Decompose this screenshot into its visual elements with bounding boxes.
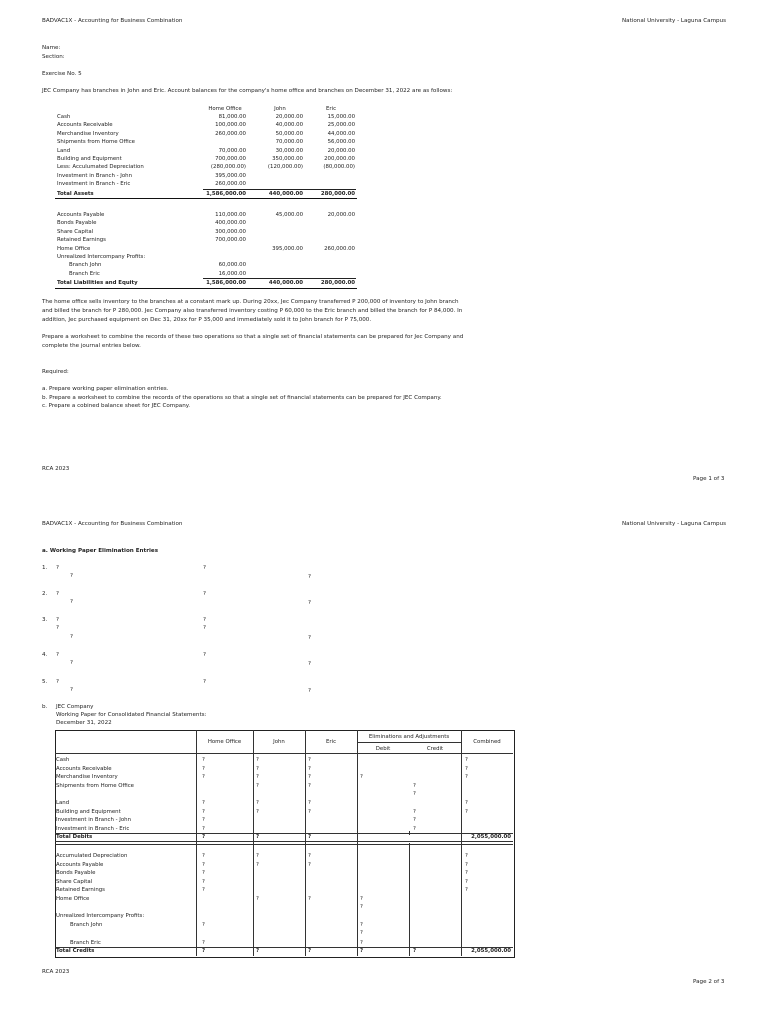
ws-placeholder: ? xyxy=(413,791,416,797)
liability-row-label: Home Office xyxy=(57,245,91,252)
ws-col-divider xyxy=(357,730,358,956)
page1-header-right: National University - Laguna Campus xyxy=(622,18,727,24)
ws-placeholder: ? xyxy=(202,870,205,876)
ws-placeholder: ? xyxy=(413,817,416,823)
entry-debit-account: ? xyxy=(56,591,59,597)
ws-total-credits-top xyxy=(55,947,513,948)
ws-placeholder: ? xyxy=(465,800,468,806)
ws-placeholder: ? xyxy=(256,861,259,868)
total-assets-label: Total Assets xyxy=(57,190,94,197)
ws-col-divider xyxy=(253,730,254,956)
entry-credit-amount: ? xyxy=(308,635,311,641)
asset-row-john: 30,000.00 xyxy=(275,147,303,154)
paragraph-instructions: Prepare a worksheet to combine the records of these two operations so that a single set of financial statements can be prepared for Jec Company and complete the journal entries below. xyxy=(42,334,464,349)
ws-placeholder: ? xyxy=(308,765,311,772)
ws-col-eric: Eric xyxy=(325,739,337,745)
ws-col-divider xyxy=(461,730,462,956)
entry-credit-account: ? xyxy=(70,573,73,579)
ws-placeholder: ? xyxy=(308,895,311,902)
section-a-title: a. Working Paper Elimination Entries xyxy=(42,548,159,554)
ws-debit-row-label: Investment in Branch - John xyxy=(56,817,131,823)
liability-row-eric: 260,000.00 xyxy=(324,245,355,252)
ws-placeholder: ? xyxy=(413,825,416,832)
asset-row-eric: (80,000.00) xyxy=(323,164,355,171)
exercise-title: Exercise No. 5 xyxy=(42,71,82,77)
ws-placeholder: ? xyxy=(202,861,205,868)
ws-placeholder: ? xyxy=(202,808,205,815)
asset-row-label: Land xyxy=(57,147,71,154)
ws-placeholder: ? xyxy=(256,765,259,772)
ws-debit-row-label: Investment in Branch - Eric xyxy=(56,825,130,832)
asset-row-john: (120,000.00) xyxy=(267,164,303,171)
ws-total-debits-combined: 2,055,000.00 xyxy=(471,833,511,840)
ws-placeholder: ? xyxy=(308,757,311,763)
ws-placeholder: ? xyxy=(256,808,259,815)
asset-row-john: 20,000.00 xyxy=(275,114,303,120)
ws-placeholder: ? xyxy=(202,939,205,946)
balances-col-header: Eric xyxy=(325,106,337,112)
entry-credit-account: ? xyxy=(70,634,73,640)
ws-debit-credit-divider xyxy=(409,843,410,956)
ws-placeholder: ? xyxy=(202,765,205,772)
entry-credit-account: ? xyxy=(70,687,73,693)
liability-row-label: Branch Eric xyxy=(69,270,100,277)
required-label: Required: xyxy=(42,369,69,375)
ws-total-credits-combined: 2,055,000.00 xyxy=(471,947,511,954)
ws-debit-row-label: Accounts Receivable xyxy=(56,765,112,772)
entry-credit-account: ? xyxy=(70,660,73,666)
asset-row-label: Investment in Branch - John xyxy=(57,172,132,179)
asset-row-label: Building and Equipment xyxy=(57,156,122,162)
ws-placeholder: ? xyxy=(465,887,468,893)
total-liab-eric: 280,000.00 xyxy=(320,280,355,287)
ws-credit-row-label: Bonds Payable xyxy=(56,870,96,876)
page1-header-left: BADVAC1X - Accounting for Business Combination xyxy=(42,18,183,24)
asset-row-john: 350,000.00 xyxy=(272,156,303,162)
ws-placeholder: ? xyxy=(308,853,311,859)
entry-number: 3. xyxy=(42,617,48,623)
ws-col-debit: Debit xyxy=(375,746,391,752)
asset-row-label: Accounts Receivable xyxy=(57,122,113,129)
entry-credit-amount: ? xyxy=(308,688,311,694)
ws-placeholder: ? xyxy=(413,808,416,815)
entry-debit-account: ? xyxy=(56,679,59,685)
total-liab-ho: 1,586,000.00 xyxy=(206,280,246,287)
entry-credit-amount: ? xyxy=(308,661,311,667)
ws-placeholder: ? xyxy=(465,774,468,780)
paragraph-transfers: The home office sells inventory to the branches at a constant mark up. During 20xx, Jec Company transferred P 200,000 of inventory to John branch and billed the branch for P 280,000. Jec Company also transferred inventory costing P 60,000 to the Eric branch and billed the branch for P 84,000. In addition, Jec purchased equipment on Dec 31, 20xx for P 35,000 and immediately sold it to John branch for P 75,000. xyxy=(42,299,463,323)
liability-row-ho: 300,000.00 xyxy=(215,228,246,235)
liability-row-label: Unrealized Intercompany Profits: xyxy=(57,254,146,260)
liability-row-eric: 20,000.00 xyxy=(327,212,355,218)
asset-row-eric: 200,000.00 xyxy=(324,156,355,162)
ws-placeholder: ? xyxy=(256,783,259,789)
entry-credit-amount: ? xyxy=(308,600,311,606)
balances-col-header: Home Office xyxy=(208,106,242,112)
ws-placeholder: ? xyxy=(202,947,206,954)
asset-row-john: 50,000.00 xyxy=(275,130,303,137)
ws-placeholder: ? xyxy=(360,903,363,910)
ws-col-divider xyxy=(305,730,306,956)
ws-col-credit: Credit xyxy=(426,746,444,752)
asset-row-label: Shipments from Home Office xyxy=(57,139,136,146)
asset-row-ho: 70,000.00 xyxy=(218,147,246,154)
ws-credit-row-label: Unrealized Intercompany Profits: xyxy=(56,913,145,919)
total-liab-john: 440,000.00 xyxy=(268,280,303,287)
ws-placeholder: ? xyxy=(202,825,205,832)
ws-placeholder: ? xyxy=(202,800,205,806)
ws-placeholder: ? xyxy=(413,783,416,789)
ws-placeholder: ? xyxy=(308,808,311,815)
required-a: a. Prepare working paper elimination entries. xyxy=(42,386,169,392)
liability-row-label: Share Capital xyxy=(57,228,94,235)
ws-placeholder: ? xyxy=(308,833,312,840)
asset-row-ho: (280,000.00) xyxy=(210,164,246,171)
ws-placeholder: ? xyxy=(308,783,311,789)
ws-placeholder: ? xyxy=(308,947,312,954)
ws-placeholder: ? xyxy=(360,929,363,936)
ws-placeholder: ? xyxy=(413,947,417,954)
page1-footer-left: RCA 2023 xyxy=(42,466,70,472)
ws-credit-row-label: Home Office xyxy=(56,895,90,902)
asset-row-eric: 44,000.00 xyxy=(327,130,355,137)
page1-footer-right: Page 1 of 3 xyxy=(693,476,725,482)
entry-debit-amount: ? xyxy=(203,591,206,597)
entry-number: 2. xyxy=(42,591,48,597)
ws-total-debits-label: Total Debits xyxy=(56,833,93,840)
ws-placeholder: ? xyxy=(256,895,259,902)
asset-row-ho: 700,000.00 xyxy=(215,156,246,162)
ws-credit-row-label: Accounts Payable xyxy=(56,861,104,868)
name-label: Name: xyxy=(42,45,61,51)
required-b: b. Prepare a worksheet to combine the records of the operations so that a single set of financial statements can be prepared for JEC Company. xyxy=(42,395,442,401)
ws-placeholder: ? xyxy=(202,878,205,885)
entry-debit-account: ? xyxy=(56,625,59,631)
required-c: c. Prepare a cobined balance sheet for JEC Company. xyxy=(42,403,191,409)
ws-placeholder: ? xyxy=(465,861,468,868)
ws-company: JEC Company xyxy=(56,704,94,710)
page2-footer-left: RCA 2023 xyxy=(42,969,70,975)
entry-debit-amount: ? xyxy=(203,617,206,623)
ws-placeholder: ? xyxy=(308,774,311,780)
ws-placeholder: ? xyxy=(202,921,205,928)
asset-row-eric: 25,000.00 xyxy=(327,122,355,129)
page2-header-right: National University - Laguna Campus xyxy=(622,521,727,527)
entry-credit-amount: ? xyxy=(308,574,311,580)
liability-row-ho: 400,000.00 xyxy=(215,220,246,227)
page2-footer-right: Page 2 of 3 xyxy=(693,979,725,985)
ws-debit-row-label: Shipments from Home Office xyxy=(56,783,135,789)
ws-placeholder: ? xyxy=(202,887,205,893)
ws-placeholder: ? xyxy=(360,947,364,954)
total-assets-eric: 280,000.00 xyxy=(320,190,355,197)
liability-row-label: Accounts Payable xyxy=(57,212,105,218)
liability-row-ho: 700,000.00 xyxy=(215,237,246,244)
entry-debit-amount: ? xyxy=(203,679,206,685)
asset-row-john: 40,000.00 xyxy=(275,122,303,129)
liability-row-john: 45,000.00 xyxy=(275,212,303,218)
liability-row-label: Branch John xyxy=(69,262,102,269)
ws-col-john: John xyxy=(273,739,285,745)
ws-placeholder: ? xyxy=(465,765,468,772)
ws-placeholder: ? xyxy=(465,878,468,885)
ws-debit-row-label: Building and Equipment xyxy=(56,808,121,815)
ws-placeholder: ? xyxy=(256,853,259,859)
asset-row-ho: 100,000.00 xyxy=(215,122,246,129)
entry-number: 4. xyxy=(42,652,48,658)
ws-placeholder: ? xyxy=(202,757,205,763)
asset-row-ho: 81,000.00 xyxy=(218,114,246,120)
section-label: Section: xyxy=(42,54,65,60)
ws-placeholder: ? xyxy=(360,921,363,928)
ws-placeholder: ? xyxy=(360,895,363,902)
liability-row-label: Retained Earnings xyxy=(57,237,106,244)
ws-placeholder: ? xyxy=(256,774,259,780)
ws-placeholder: ? xyxy=(308,800,311,806)
ws-placeholder: ? xyxy=(256,800,259,806)
asset-row-eric: 20,000.00 xyxy=(327,147,355,154)
ws-placeholder: ? xyxy=(465,870,468,876)
entry-number: 1. xyxy=(42,565,48,571)
liability-row-ho: 16,000.00 xyxy=(218,270,246,277)
asset-row-eric: 56,000.00 xyxy=(327,139,355,146)
liability-row-label: Bonds Payable xyxy=(57,220,97,227)
ws-placeholder: ? xyxy=(308,861,311,868)
ws-placeholder: ? xyxy=(465,808,468,815)
liability-row-john: 395,000.00 xyxy=(272,245,303,252)
ws-title: Working Paper for Consolidated Financial Statements: xyxy=(56,712,207,718)
ws-date: December 31, 2022 xyxy=(56,720,112,726)
ws-col-eliminations: Eliminations and Adjustments xyxy=(368,734,450,740)
entry-debit-amount: ? xyxy=(203,625,206,631)
ws-debit-row-label: Land xyxy=(56,800,70,806)
asset-row-label: Merchandise Inventory xyxy=(57,130,119,137)
ws-total-debits-bottom2 xyxy=(55,844,513,845)
asset-row-ho: 260,000.00 xyxy=(215,181,246,188)
entry-debit-account: ? xyxy=(56,652,59,658)
page2-header-left: BADVAC1X - Accounting for Business Combination xyxy=(42,521,183,527)
total-assets-ho: 1,586,000.00 xyxy=(206,190,246,197)
asset-row-ho: 260,000.00 xyxy=(215,130,246,137)
ws-placeholder: ? xyxy=(256,947,260,954)
asset-row-eric: 15,000.00 xyxy=(327,114,355,120)
ws-placeholder: ? xyxy=(465,853,468,859)
ws-debit-row-label: Merchandise Inventory xyxy=(56,774,118,780)
ws-credit-row-label: Branch John xyxy=(70,921,103,928)
ws-total-credits-label: Total Credits xyxy=(56,947,95,954)
entry-debit-account: ? xyxy=(56,617,59,623)
ws-placeholder: ? xyxy=(360,939,363,946)
ws-col-divider xyxy=(196,730,197,956)
ws-placeholder: ? xyxy=(256,833,260,840)
liability-row-ho: 110,000.00 xyxy=(215,212,246,218)
section-b-label: b. xyxy=(42,704,48,710)
asset-row-john: 70,000.00 xyxy=(275,139,303,146)
entry-debit-amount: ? xyxy=(203,652,206,658)
ws-total-debits-bottom xyxy=(55,841,513,842)
entry-debit-account: ? xyxy=(56,565,59,571)
ws-placeholder: ? xyxy=(202,817,205,823)
asset-row-label: Less: Acculumated Depreciation xyxy=(57,164,144,171)
asset-row-label: Investment in Branch - Eric xyxy=(57,181,131,188)
ws-placeholder: ? xyxy=(360,774,363,780)
entry-credit-account: ? xyxy=(70,599,73,605)
ws-credit-row-label: Branch Eric xyxy=(70,939,101,946)
ws-credit-row-label: Share Capital xyxy=(56,878,93,885)
total-liab-label: Total Liabilities and Equity xyxy=(57,280,138,287)
entry-number: 5. xyxy=(42,679,48,685)
ws-placeholder: ? xyxy=(202,853,205,859)
ws-total-debits-top xyxy=(55,833,513,834)
ws-placeholder: ? xyxy=(256,757,259,763)
ws-elim-header-rule xyxy=(357,742,461,743)
asset-row-label: Cash xyxy=(57,114,71,120)
ws-col-combined: Combined xyxy=(473,739,501,745)
total-assets-john: 440,000.00 xyxy=(268,190,303,197)
ws-col-home-office: Home Office xyxy=(207,739,242,745)
intro-text: JEC Company has branches in John and Eric. Account balances for the company's home office and branches on December 31, 2022 are as follows: xyxy=(42,88,453,94)
ws-credit-row-label: Retained Earnings xyxy=(56,887,105,893)
entry-debit-amount: ? xyxy=(203,565,206,571)
liability-row-ho: 60,000.00 xyxy=(218,262,246,269)
balances-col-header: John xyxy=(274,106,286,112)
ws-placeholder: ? xyxy=(202,833,206,840)
ws-debit-row-label: Cash xyxy=(56,757,70,763)
ws-credit-row-label: Accumulated Depreciation xyxy=(56,853,128,859)
ws-placeholder: ? xyxy=(202,774,205,780)
ws-placeholder: ? xyxy=(465,757,468,763)
asset-row-ho: 395,000.00 xyxy=(215,172,246,179)
